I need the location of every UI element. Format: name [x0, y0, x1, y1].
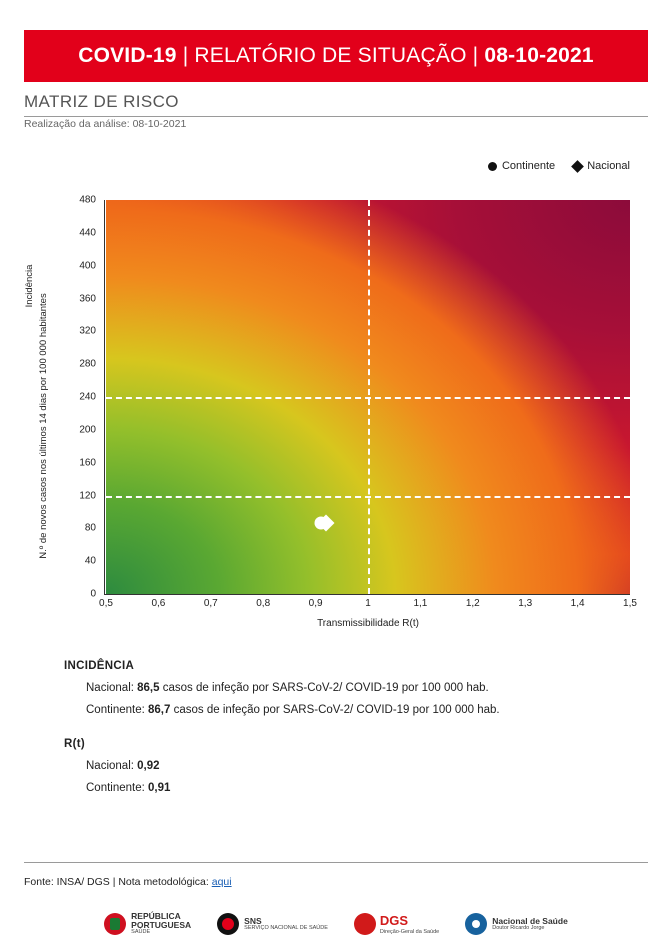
x-tick-label: 0,7	[203, 598, 218, 609]
x-axis-title: Transmissibilidade R(t)	[317, 618, 419, 629]
y-tick-label: 360	[79, 293, 96, 304]
chart-legend	[488, 160, 630, 172]
stats-block	[64, 660, 624, 804]
x-axis-line	[104, 594, 630, 595]
dgs-logo	[354, 913, 439, 936]
incidence-continente-rest: casos de infeção por SARS-CoV-2/ COVID-19 por 100 000 hab.	[170, 704, 500, 716]
analysis-date: Realização da análise: 08-10-2021	[24, 118, 187, 130]
y-axis-subtitle: N.º de novos casos nos últimos 14 dias por 100 000 habitantes	[38, 293, 49, 559]
threshold-line-horizontal	[106, 496, 630, 498]
incidence-continente-value: 86,7	[148, 704, 171, 716]
y-axis-line	[104, 200, 105, 594]
threshold-line-horizontal	[106, 397, 630, 399]
methodology-link[interactable]: aqui	[211, 876, 232, 888]
incidence-nacional-label: Nacional:	[86, 682, 138, 694]
sns-logo-line2: SERVIÇO NACIONAL DE SAÚDE	[244, 924, 328, 931]
sns-logo-line1: SNS	[244, 915, 262, 926]
x-tick-label: 0,8	[256, 598, 271, 609]
banner-report-label: RELATÓRIO DE SITUAÇÃO	[194, 44, 467, 67]
rt-row-nacional	[86, 760, 624, 772]
x-tick-label: 0,9	[308, 598, 323, 609]
dgs-logo-line1: DGS	[379, 912, 409, 928]
incidence-row-continente	[86, 704, 624, 716]
insa-logo	[465, 913, 568, 935]
incidence-nacional-rest: casos de infeção por SARS-CoV-2/ COVID-19 por 100 000 hab.	[159, 682, 489, 694]
legend-item-nacional	[573, 160, 630, 172]
y-tick-label: 280	[79, 358, 96, 370]
plot-area	[106, 200, 630, 594]
sns-logo	[217, 913, 328, 935]
legend-label-continente: Continente	[501, 160, 556, 172]
incidence-continente-label: Continente:	[86, 704, 149, 716]
republica-logo-line2: PORTUGUESA	[131, 920, 192, 931]
republica-portuguesa-icon	[104, 913, 126, 935]
rt-nacional-label: Nacional:	[86, 760, 138, 772]
x-tick-label: 1,4	[570, 598, 585, 609]
x-tick-label: 1,1	[413, 598, 428, 609]
rt-nacional-value: 0,92	[137, 760, 160, 772]
x-axis-ticks	[99, 598, 637, 616]
footer-divider	[24, 862, 648, 863]
x-tick-label: 0,5	[99, 598, 113, 609]
y-tick-label: 320	[79, 325, 96, 337]
y-tick-label: 0	[90, 588, 96, 600]
y-axis-title: Incidência	[24, 264, 35, 308]
y-tick-label: 120	[79, 490, 96, 501]
banner-title	[78, 44, 594, 68]
x-tick-label: 1,2	[465, 598, 480, 609]
y-tick-label: 200	[79, 424, 96, 436]
rt-row-continente	[86, 782, 624, 794]
x-tick-label: 0,6	[151, 598, 166, 609]
y-tick-label: 40	[84, 555, 96, 567]
y-tick-label: 400	[79, 260, 96, 272]
diamond-marker-icon	[571, 160, 584, 173]
banner-separator-2: |	[472, 44, 479, 67]
rt-group	[64, 738, 624, 794]
legend-item-continente	[488, 160, 555, 172]
banner-covid-label: COVID-19	[78, 44, 177, 67]
y-tick-label: 80	[84, 522, 96, 534]
republica-portuguesa-logo	[104, 912, 191, 936]
incidence-nacional-value: 86,5	[137, 682, 160, 694]
x-tick-label: 1	[365, 598, 371, 609]
incidence-row-nacional	[86, 682, 624, 694]
circle-marker-icon	[488, 162, 497, 171]
insa-logo-line1: Nacional de Saúde	[492, 915, 568, 926]
x-tick-label: 1,5	[623, 598, 637, 609]
y-tick-label: 160	[79, 457, 96, 469]
report-banner	[24, 30, 648, 82]
rt-heading: R(t)	[64, 738, 85, 750]
y-axis-ticks	[64, 194, 102, 600]
page-title: MATRIZ DE RISCO	[24, 92, 648, 117]
insa-logo-line2: Doutor Ricardo Jorge	[492, 924, 545, 931]
incidence-heading: INCIDÊNCIA	[64, 660, 135, 672]
y-tick-label: 440	[79, 227, 96, 239]
banner-date: 08-10-2021	[484, 44, 594, 67]
footer-source-text: Fonte: INSA/ DGS | Nota metodológica:	[24, 876, 212, 888]
sns-icon	[217, 913, 239, 935]
banner-separator-1: |	[182, 44, 189, 67]
footer-source	[24, 876, 232, 888]
republica-logo-line1: REPÚBLICA	[131, 911, 181, 922]
rt-continente-value: 0,91	[148, 782, 171, 794]
insa-icon	[465, 913, 487, 935]
y-tick-label: 480	[79, 194, 96, 206]
rt-continente-label: Continente:	[86, 782, 149, 794]
dgs-logo-line2: Direção-Geral da Saúde	[379, 928, 440, 935]
x-tick-label: 1,3	[518, 598, 533, 609]
dgs-icon	[354, 913, 376, 935]
y-tick-label: 240	[79, 391, 96, 403]
republica-logo-line3: SAÚDE	[131, 929, 151, 936]
legend-label-nacional: Nacional	[587, 160, 630, 172]
risk-matrix-chart	[24, 196, 648, 636]
footer-logos	[24, 906, 648, 942]
